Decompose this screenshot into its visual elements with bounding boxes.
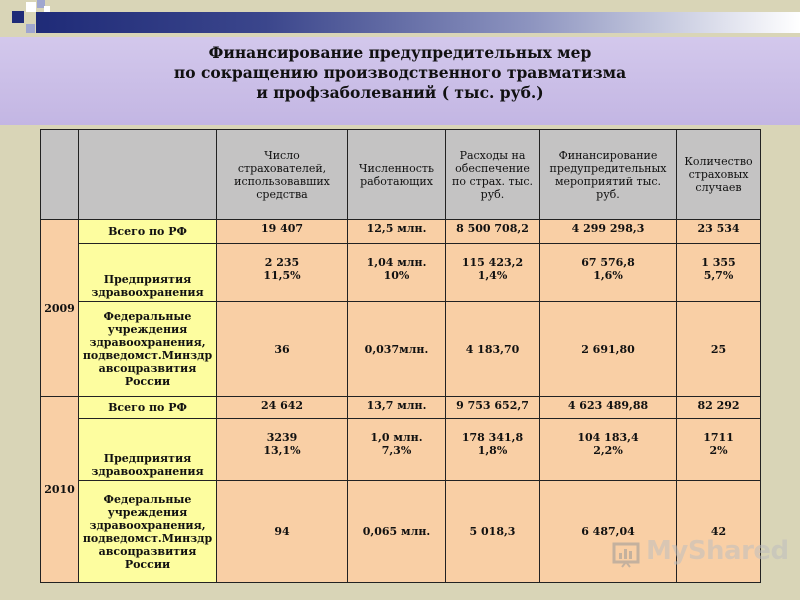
row-label: Всего по РФ xyxy=(79,397,217,419)
table-row xyxy=(41,419,761,481)
cell-employees: 0,037млн. xyxy=(348,302,446,397)
slide-title xyxy=(0,37,800,125)
title-line-3: и профзаболеваний ( тыс. руб.) xyxy=(256,83,544,102)
cell-financing: 4 299 298,3 xyxy=(540,220,677,244)
year-cell-2009: 2009 xyxy=(41,220,79,397)
cell-expenses: 115 423,2 1,4% xyxy=(446,244,540,302)
cell-financing: 6 487,04 xyxy=(540,481,677,583)
cell-expenses: 5 018,3 xyxy=(446,481,540,583)
cell-expenses: 178 341,8 1,8% xyxy=(446,419,540,481)
row-label: Федеральные учреждения здравоохранения, подведомст.Минздр авсоцразвития России xyxy=(79,481,217,583)
cell-expenses: 8 500 708,2 xyxy=(446,220,540,244)
year-cell-2010: 2010 xyxy=(41,397,79,583)
header-gradient-bar xyxy=(36,12,800,33)
header-cell-empty xyxy=(41,130,79,220)
cell-insurers: 24 642 xyxy=(217,397,348,419)
header-preventive-financing: Финансирование предупредительных мероприятий тыс. руб. xyxy=(540,130,677,220)
cell-expenses: 9 753 652,7 xyxy=(446,397,540,419)
header-cell-empty xyxy=(79,130,217,220)
cell-cases: 23 534 xyxy=(677,220,761,244)
header-insurers: Число страхователей, использовавших средства xyxy=(217,130,348,220)
cell-cases: 82 292 xyxy=(677,397,761,419)
cell-cases: 42 xyxy=(677,481,761,583)
cell-insurers: 94 xyxy=(217,481,348,583)
financing-table xyxy=(40,129,761,583)
corner-square-light xyxy=(26,2,36,12)
cell-financing: 67 576,8 1,6% xyxy=(540,244,677,302)
cell-expenses: 4 183,70 xyxy=(446,302,540,397)
cell-cases: 1711 2% xyxy=(677,419,761,481)
cell-financing: 2 691,80 xyxy=(540,302,677,397)
table-row xyxy=(41,220,761,244)
cell-employees: 0,065 млн. xyxy=(348,481,446,583)
header-insurance-cases: Количество страховых случаев xyxy=(677,130,761,220)
cell-employees: 13,7 млн. xyxy=(348,397,446,419)
row-label: Федеральные учреждения здравоохранения, подведомст.Минздр авсоцразвития России xyxy=(79,302,217,397)
watermark-text: MyShared xyxy=(646,536,789,566)
title-line-1: Финансирование предупредительных мер xyxy=(208,43,592,62)
row-label: Всего по РФ xyxy=(79,220,217,244)
watermark xyxy=(612,536,789,572)
cell-employees: 1,0 млн. 7,3% xyxy=(348,419,446,481)
row-label: Предприятия здравоохранения xyxy=(79,419,217,481)
corner-square-dark xyxy=(12,11,24,23)
table-row xyxy=(41,302,761,397)
cell-cases: 25 xyxy=(677,302,761,397)
cell-cases: 1 355 5,7% xyxy=(677,244,761,302)
header-employees: Численность работающих xyxy=(348,130,446,220)
cell-financing: 4 623 489,88 xyxy=(540,397,677,419)
header-row xyxy=(41,130,761,220)
corner-square-mid xyxy=(26,24,35,33)
cell-insurers: 36 xyxy=(217,302,348,397)
table-row xyxy=(41,397,761,419)
myshared-logo-icon xyxy=(612,538,642,568)
cell-insurers: 19 407 xyxy=(217,220,348,244)
cell-insurers: 3239 13,1% xyxy=(217,419,348,481)
table-row xyxy=(41,244,761,302)
row-label: Предприятия здравоохранения xyxy=(79,244,217,302)
title-line-2: по сокращению производственного травматизма xyxy=(173,63,627,82)
cell-employees: 12,5 млн. xyxy=(348,220,446,244)
cell-financing: 104 183,4 2,2% xyxy=(540,419,677,481)
header-expenses: Расходы на обеспечение по страх. тыс. руб. xyxy=(446,130,540,220)
cell-insurers: 2 235 11,5% xyxy=(217,244,348,302)
cell-employees: 1,04 млн. 10% xyxy=(348,244,446,302)
